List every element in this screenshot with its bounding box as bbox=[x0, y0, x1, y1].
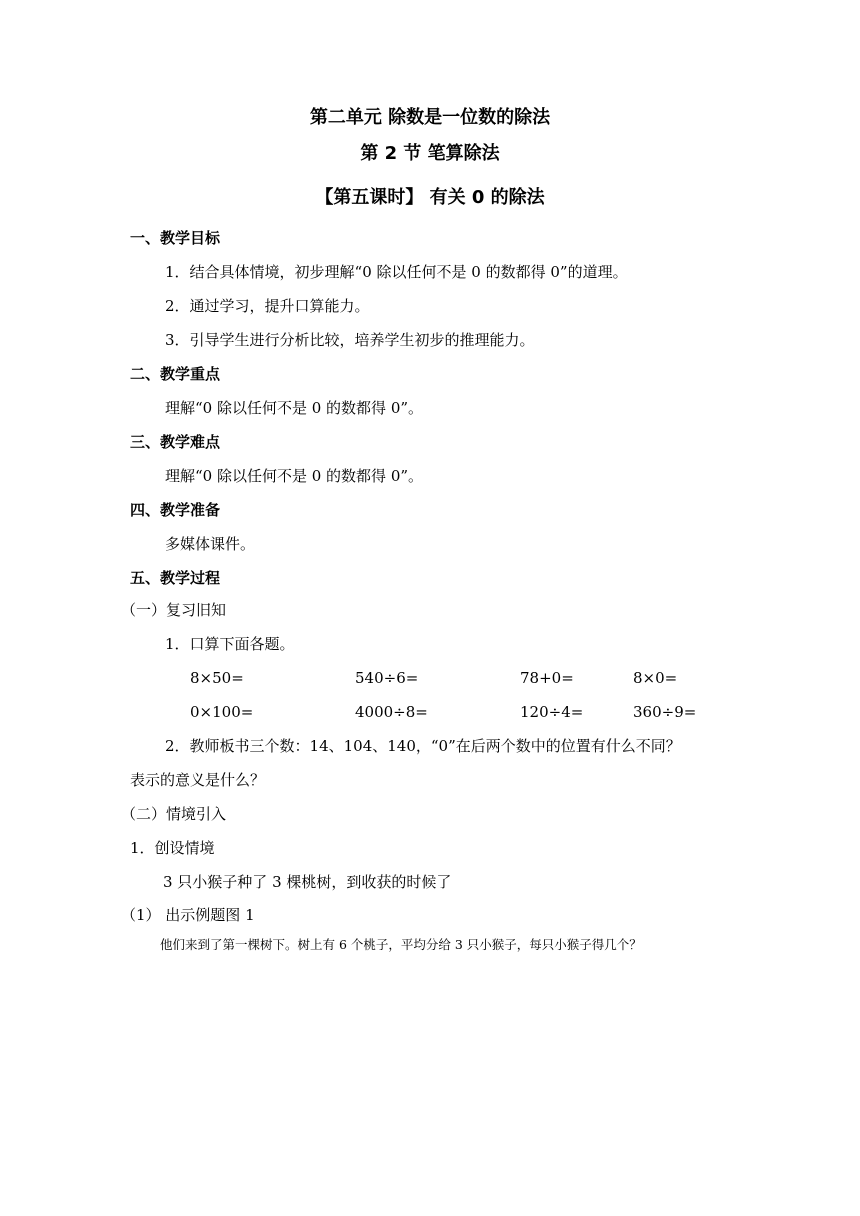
lesson-title: 【第五课时】 有关 0 的除法 bbox=[315, 187, 545, 208]
intro-item-1: 1．创设情境 bbox=[130, 839, 215, 857]
goal-item-3: 3．引导学生进行分析比较，培养学生初步的推理能力。 bbox=[165, 331, 535, 349]
unit-title: 第二单元 除数是一位数的除法 bbox=[309, 107, 551, 128]
review-item-1: 1．口算下面各题。 bbox=[165, 635, 295, 653]
exercise-cell: 540÷6= bbox=[355, 669, 419, 687]
goal-item-2: 2．通过学习，提升口算能力。 bbox=[165, 297, 370, 315]
intro-step-1-text: 他们来到了第一棵树下。树上有 6 个桃子，平均分给 3 只小猴子，每只小猴子得几个？ bbox=[160, 937, 642, 952]
heading-key-points: 二、教学重点 bbox=[130, 365, 221, 383]
key-points-text: 理解“0 除以任何不是 0 的数都得 0”。 bbox=[165, 399, 424, 417]
review-item-2-line2: 表示的意义是什么？ bbox=[130, 771, 266, 789]
heading-preparation: 四、教学准备 bbox=[130, 501, 221, 519]
heading-process: 五、教学过程 bbox=[130, 569, 221, 587]
intro-story: 3 只小猴子种了 3 棵桃树，到收获的时候了 bbox=[163, 873, 452, 891]
exercise-cell: 78+0= bbox=[520, 669, 574, 687]
heading-difficulties: 三、教学难点 bbox=[130, 433, 221, 451]
exercise-cell: 4000÷8= bbox=[355, 703, 428, 721]
goal-item-1: 1．结合具体情境，初步理解“0 除以任何不是 0 的数都得 0”的道理。 bbox=[165, 263, 628, 281]
intro-step-1: （1） 出示例题图 1 bbox=[121, 906, 255, 924]
review-item-2-line1: 2．教师板书三个数：14、104、140，“0”在后两个数中的位置有什么不同？ bbox=[165, 737, 681, 755]
subheading-intro: （二）情境引入 bbox=[121, 805, 227, 823]
heading-teaching-goals: 一、教学目标 bbox=[130, 229, 221, 247]
exercise-cell: 8×0= bbox=[633, 669, 678, 687]
preparation-text: 多媒体课件。 bbox=[165, 535, 256, 553]
exercise-cell: 120÷4= bbox=[520, 703, 584, 721]
subheading-review: （一）复习旧知 bbox=[121, 601, 227, 619]
exercise-cell: 360÷9= bbox=[633, 703, 697, 721]
exercise-cell: 0×100= bbox=[190, 703, 254, 721]
section-title: 第 2 节 笔算除法 bbox=[360, 143, 500, 164]
exercise-cell: 8×50= bbox=[190, 669, 244, 687]
difficulties-text: 理解“0 除以任何不是 0 的数都得 0”。 bbox=[165, 467, 424, 485]
